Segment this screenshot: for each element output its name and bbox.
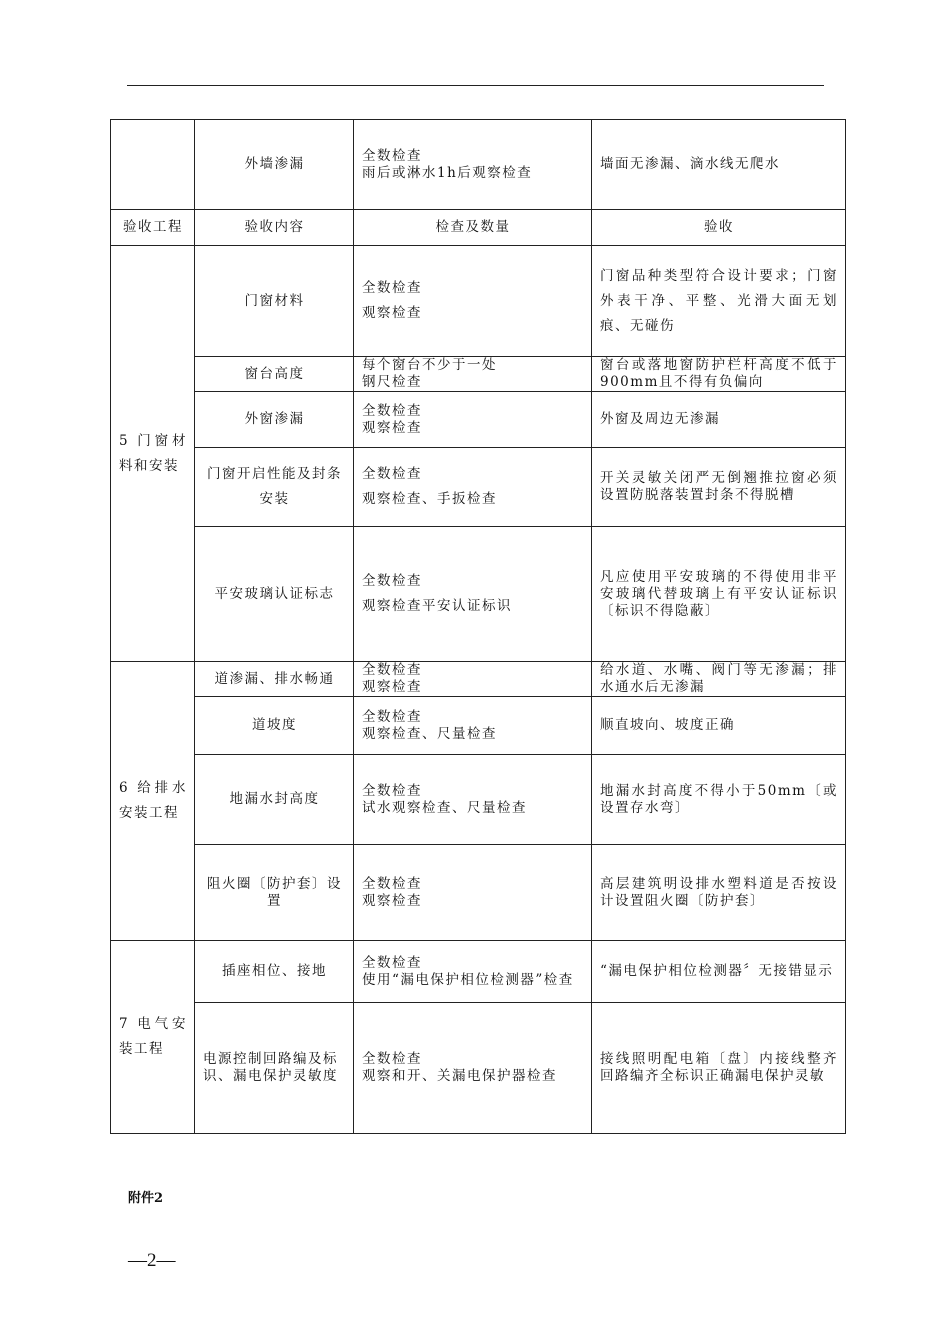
table-header-row [111, 210, 846, 246]
table-cell: 全数检查 观察检查 [354, 662, 592, 697]
page-number: —2— [128, 1250, 176, 1271]
table-row [111, 246, 846, 357]
table-cell: 接线照明配电箱〔盘〕内接线整齐回路编齐全标识正确漏电保护灵敏 [592, 1003, 846, 1134]
table-row [111, 120, 846, 210]
table-cell: 电源控制回路编及标识、漏电保护灵敏度 [195, 1003, 354, 1134]
table-cell: 门窗材料 [195, 246, 354, 357]
table-cell: 窗台或落地窗防护栏杆高度不低于900mm且不得有负偏向 [592, 357, 846, 392]
table-cell: 平安玻璃认证标志 [195, 527, 354, 662]
table-cell: 全数检查 使用“漏电保护相位检测器”检查 [354, 941, 592, 1003]
acceptance-table [110, 119, 846, 1134]
table-cell: 地漏水封高度 [195, 755, 354, 845]
table-row [111, 845, 846, 941]
table-row [111, 662, 846, 697]
table-row [111, 392, 846, 448]
table-cell: “漏电保护相位检测器〞无接错显示 [592, 941, 846, 1003]
column-header: 验收 [592, 210, 846, 246]
table-cell: 凡应使用平安玻璃的不得使用非平安玻璃代替玻璃上有平安认证标识〔标识不得隐蔽〕 [592, 527, 846, 662]
table-cell: 全数检查 观察检查 [354, 845, 592, 941]
table-row [111, 755, 846, 845]
table-cell: 全数检查 观察检查 [354, 392, 592, 448]
table-cell: 全数检查 观察检查、手扳检查 [354, 448, 592, 527]
table-row [111, 697, 846, 755]
table-cell: 阻火圈〔防护套〕设置 [195, 845, 354, 941]
column-header: 验收内容 [195, 210, 354, 246]
table-cell: 开关灵敏关闭严无倒翘推拉窗必须设置防脱落装置封条不得脱槽 [592, 448, 846, 527]
group-label: 7 电气安装工程 [111, 941, 195, 1134]
table-cell: 外墙渗漏 [195, 120, 354, 210]
table-cell [111, 120, 195, 210]
table-cell: 门窗开启性能及封条安装 [195, 448, 354, 527]
table-row [111, 941, 846, 1003]
table-cell: 墙面无渗漏、滴水线无爬水 [592, 120, 846, 210]
table-cell: 全数检查 雨后或淋水1h后观察检查 [354, 120, 592, 210]
table-cell: 全数检查 试水观察检查、尺量检查 [354, 755, 592, 845]
table-row [111, 357, 846, 392]
table-cell: 外窗及周边无渗漏 [592, 392, 846, 448]
table-cell: 顺直坡向、坡度正确 [592, 697, 846, 755]
attachment-label: 附件2 [128, 1191, 164, 1206]
table-cell: 地漏水封高度不得小于50mm〔或设置存水弯〕 [592, 755, 846, 845]
table-row [111, 448, 846, 527]
table-cell: 窗台高度 [195, 357, 354, 392]
group-label: 6 给排水安装工程 [111, 662, 195, 941]
table-row [111, 1003, 846, 1134]
table-cell: 道坡度 [195, 697, 354, 755]
table-cell: 给水道、水嘴、阀门等无渗漏；排水通水后无渗漏 [592, 662, 846, 697]
table-cell: 每个窗台不少于一处 钢尺检查 [354, 357, 592, 392]
table-cell: 全数检查 观察检查 [354, 246, 592, 357]
column-header: 验收工程 [111, 210, 195, 246]
group-label: 5 门窗材料和安装 [111, 246, 195, 662]
table-cell: 插座相位、接地 [195, 941, 354, 1003]
table-cell: 外窗渗漏 [195, 392, 354, 448]
table-cell: 全数检查 观察检查平安认证标识 [354, 527, 592, 662]
table-cell: 门窗品种类型符合设计要求；门窗外表干净、平整、光滑大面无划痕、无碰伤 [592, 246, 846, 357]
table-cell: 全数检查 观察和开、关漏电保护器检查 [354, 1003, 592, 1134]
header-rule [127, 85, 824, 86]
table-cell: 全数检查 观察检查、尺量检查 [354, 697, 592, 755]
table-cell: 高层建筑明设排水塑料道是否按设计设置阻火圈〔防护套〕 [592, 845, 846, 941]
column-header: 检查及数量 [354, 210, 592, 246]
table-cell: 道渗漏、排水畅通 [195, 662, 354, 697]
table-row [111, 527, 846, 662]
